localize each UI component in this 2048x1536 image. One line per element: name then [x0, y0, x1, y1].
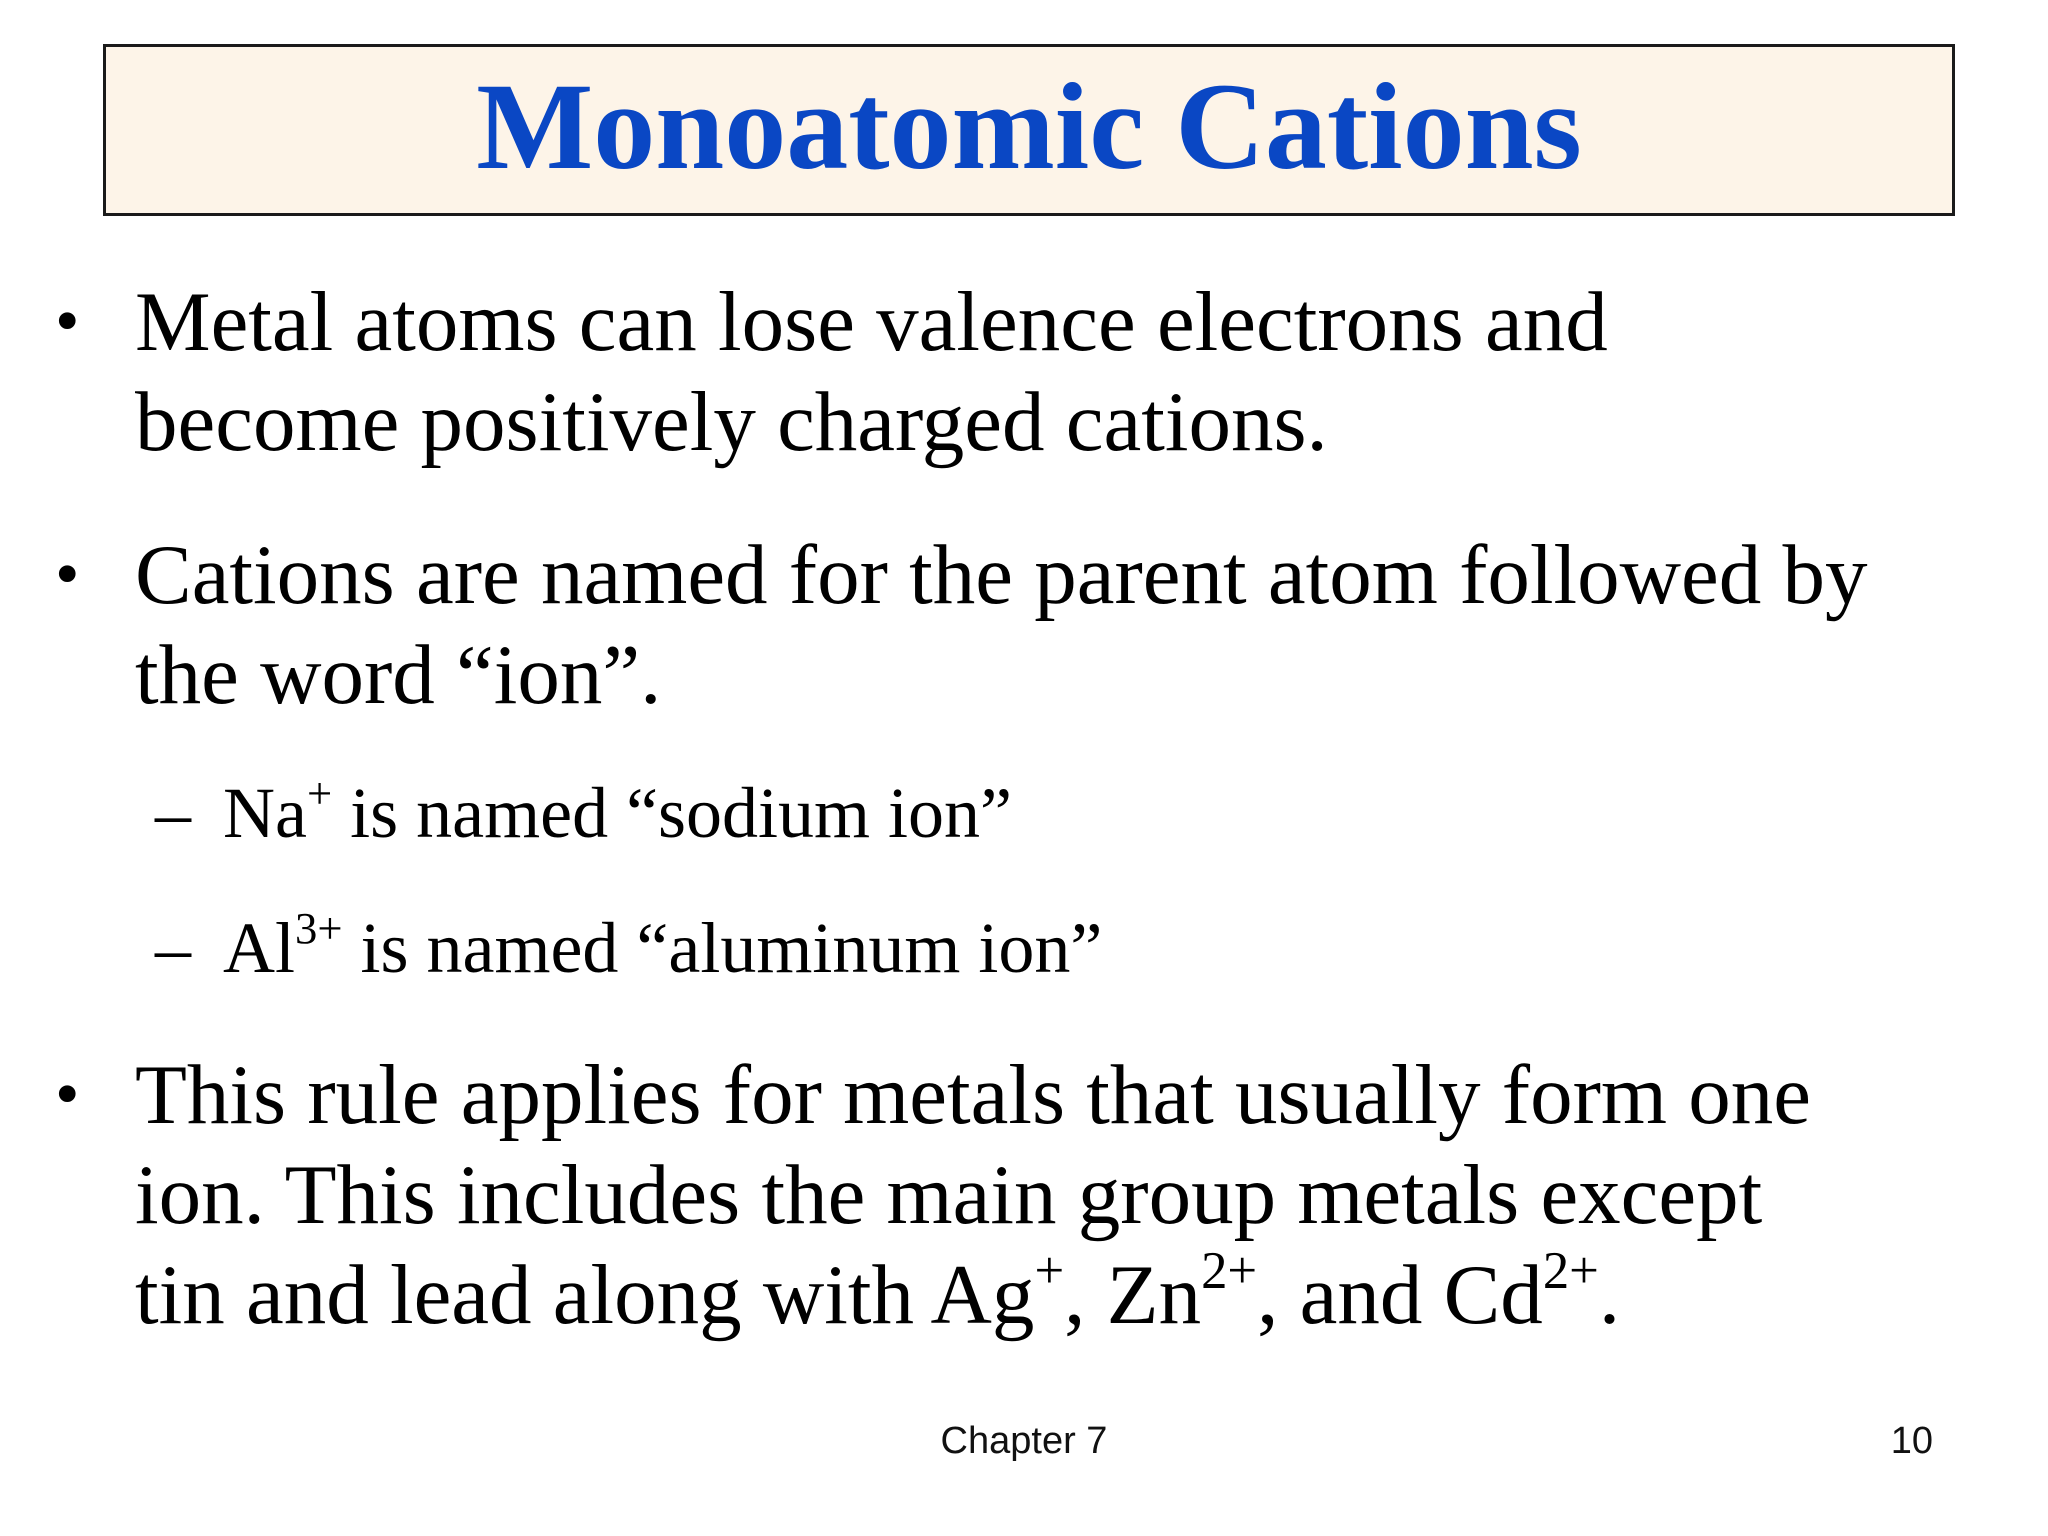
line-text: , and Cd [1257, 1248, 1543, 1342]
ion-charge-cd: 2+ [1542, 1242, 1599, 1301]
ion-symbol: Al [223, 908, 295, 988]
bullet-dot: • [55, 1056, 80, 1133]
sub-bullet-2 [155, 902, 1103, 988]
bullet-dot: • [55, 283, 80, 360]
bullet-2-line-1: Cations are named for the parent atom followed by [135, 528, 1868, 622]
ion-charge: 3+ [295, 902, 343, 953]
ion-charge: + [306, 767, 333, 818]
bullet-2-line-2: the word “ion”. [135, 628, 662, 722]
bullet-dot: • [55, 536, 80, 613]
bullet-2-text [135, 525, 1868, 725]
slide-title: Monoatomic Cations [476, 58, 1582, 195]
bullet-3-line-3 [135, 1242, 1811, 1345]
bullet-1-line-1: Metal atoms can lose valence electrons and [135, 275, 1608, 369]
sub-bullet-dash: – [155, 773, 191, 853]
bullet-3-text [135, 1045, 1811, 1345]
ion-symbol: Na [223, 773, 307, 853]
bullet-1-line-2: become positively charged cations. [135, 375, 1328, 469]
bullet-1-text [135, 272, 1608, 472]
title-box [103, 44, 1955, 216]
line-text: tin and lead along with Ag [135, 1248, 1035, 1342]
sub-bullet-dash: – [155, 908, 191, 988]
sub-bullet-1 [155, 767, 1013, 853]
ion-charge-zn: 2+ [1201, 1242, 1258, 1301]
line-text: . [1598, 1248, 1621, 1342]
line-text: , Zn [1064, 1248, 1202, 1342]
footer-chapter: Chapter 7 [940, 1420, 1108, 1462]
bullet-3-line-2: ion. This includes the main group metals except [135, 1148, 1763, 1242]
bullet-3-line-1: This rule applies for metals that usually form one [135, 1048, 1811, 1142]
footer-page-number: 10 [1890, 1420, 1933, 1462]
sub-bullet-text: is named “sodium ion” [332, 773, 1013, 853]
sub-bullet-text: is named “aluminum ion” [342, 908, 1103, 988]
ion-charge-ag: + [1034, 1242, 1065, 1301]
